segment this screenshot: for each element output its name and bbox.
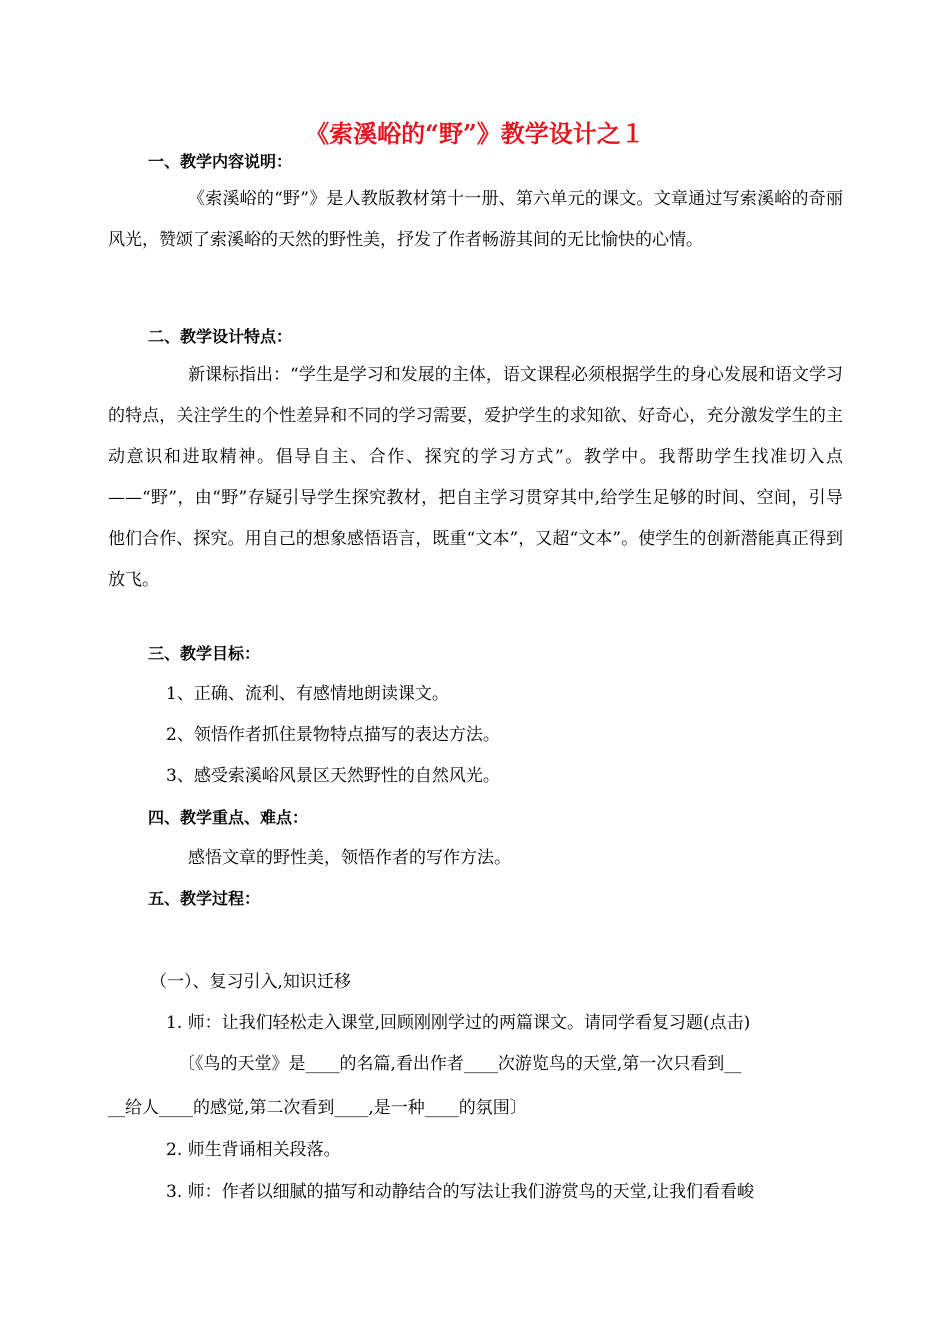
section-heading-content: 一、教学内容说明：: [148, 152, 293, 171]
section-heading-key-points: 四、教学重点、难点：: [148, 808, 309, 827]
section-paragraph-content: 《索溪峪的“野”》是人教版教材第十一册、第六单元的课文。文章通过写索溪峪的奇丽风光，赞颂了索溪峪的天然的野性美，抒发了作者畅游其间的无比愉快的心情。: [108, 189, 843, 250]
section-heading-goals: 三、教学目标：: [148, 644, 261, 663]
process-item: 1. 师：让我们轻松走入课堂,回顾刚刚学过的两篇课文。请同学看复习题(点击): [166, 1013, 751, 1033]
key-points-text: 感悟文章的野性美，领悟作者的写作方法。: [188, 848, 511, 868]
section-paragraph-features: 新课标指出：“学生是学习和发展的主体，语文课程必须根据学生的身心发展和语文学习的特点，关注学生的个性差异和不同的学习需要，爱护学生的求知欲、好奇心，充分激发学生的主动意识和进取精神。倡导自主、合作、探究的学习方式”。教学中。我帮助学生找准切入点——“野”，由“野”存疑引导学生探究教材，把自主学习贯穿其中,给学生足够的时间、空间，引导他们合作、探究。用自己的想象感悟语言，既重“文本”，又超“文本”。使学生的创新潜能真正得到放飞。: [108, 365, 843, 590]
process-item-continuation: 〔《鸟的天堂》是____的名篇,看出作者____次游览鸟的天堂,第一次只看到__: [178, 1054, 742, 1074]
process-item: 3. 师：作者以细腻的描写和动静结合的写法让我们游赏鸟的天堂,让我们看看峻: [166, 1182, 755, 1202]
section-heading-process: 五、教学过程：: [148, 889, 261, 908]
document-title: 《索溪峪的“野”》教学设计之１: [305, 119, 645, 148]
goal-item: 1、正确、流利、有感情地朗读课文。: [166, 684, 449, 704]
process-item: 2. 师生背诵相关段落。: [166, 1140, 341, 1160]
goal-item: 2、领悟作者抓住景物特点描写的表达方法。: [166, 725, 500, 745]
process-item-continuation: __给人____的感觉,第二次看到____,是一种____的氛围〕: [108, 1098, 527, 1118]
section-heading-features: 二、教学设计特点：: [148, 327, 293, 346]
process-step-heading: （一）、复习引入,知识迁移: [150, 972, 351, 992]
goal-item: 3、感受索溪峪风景区天然野性的自然风光。: [166, 766, 500, 786]
